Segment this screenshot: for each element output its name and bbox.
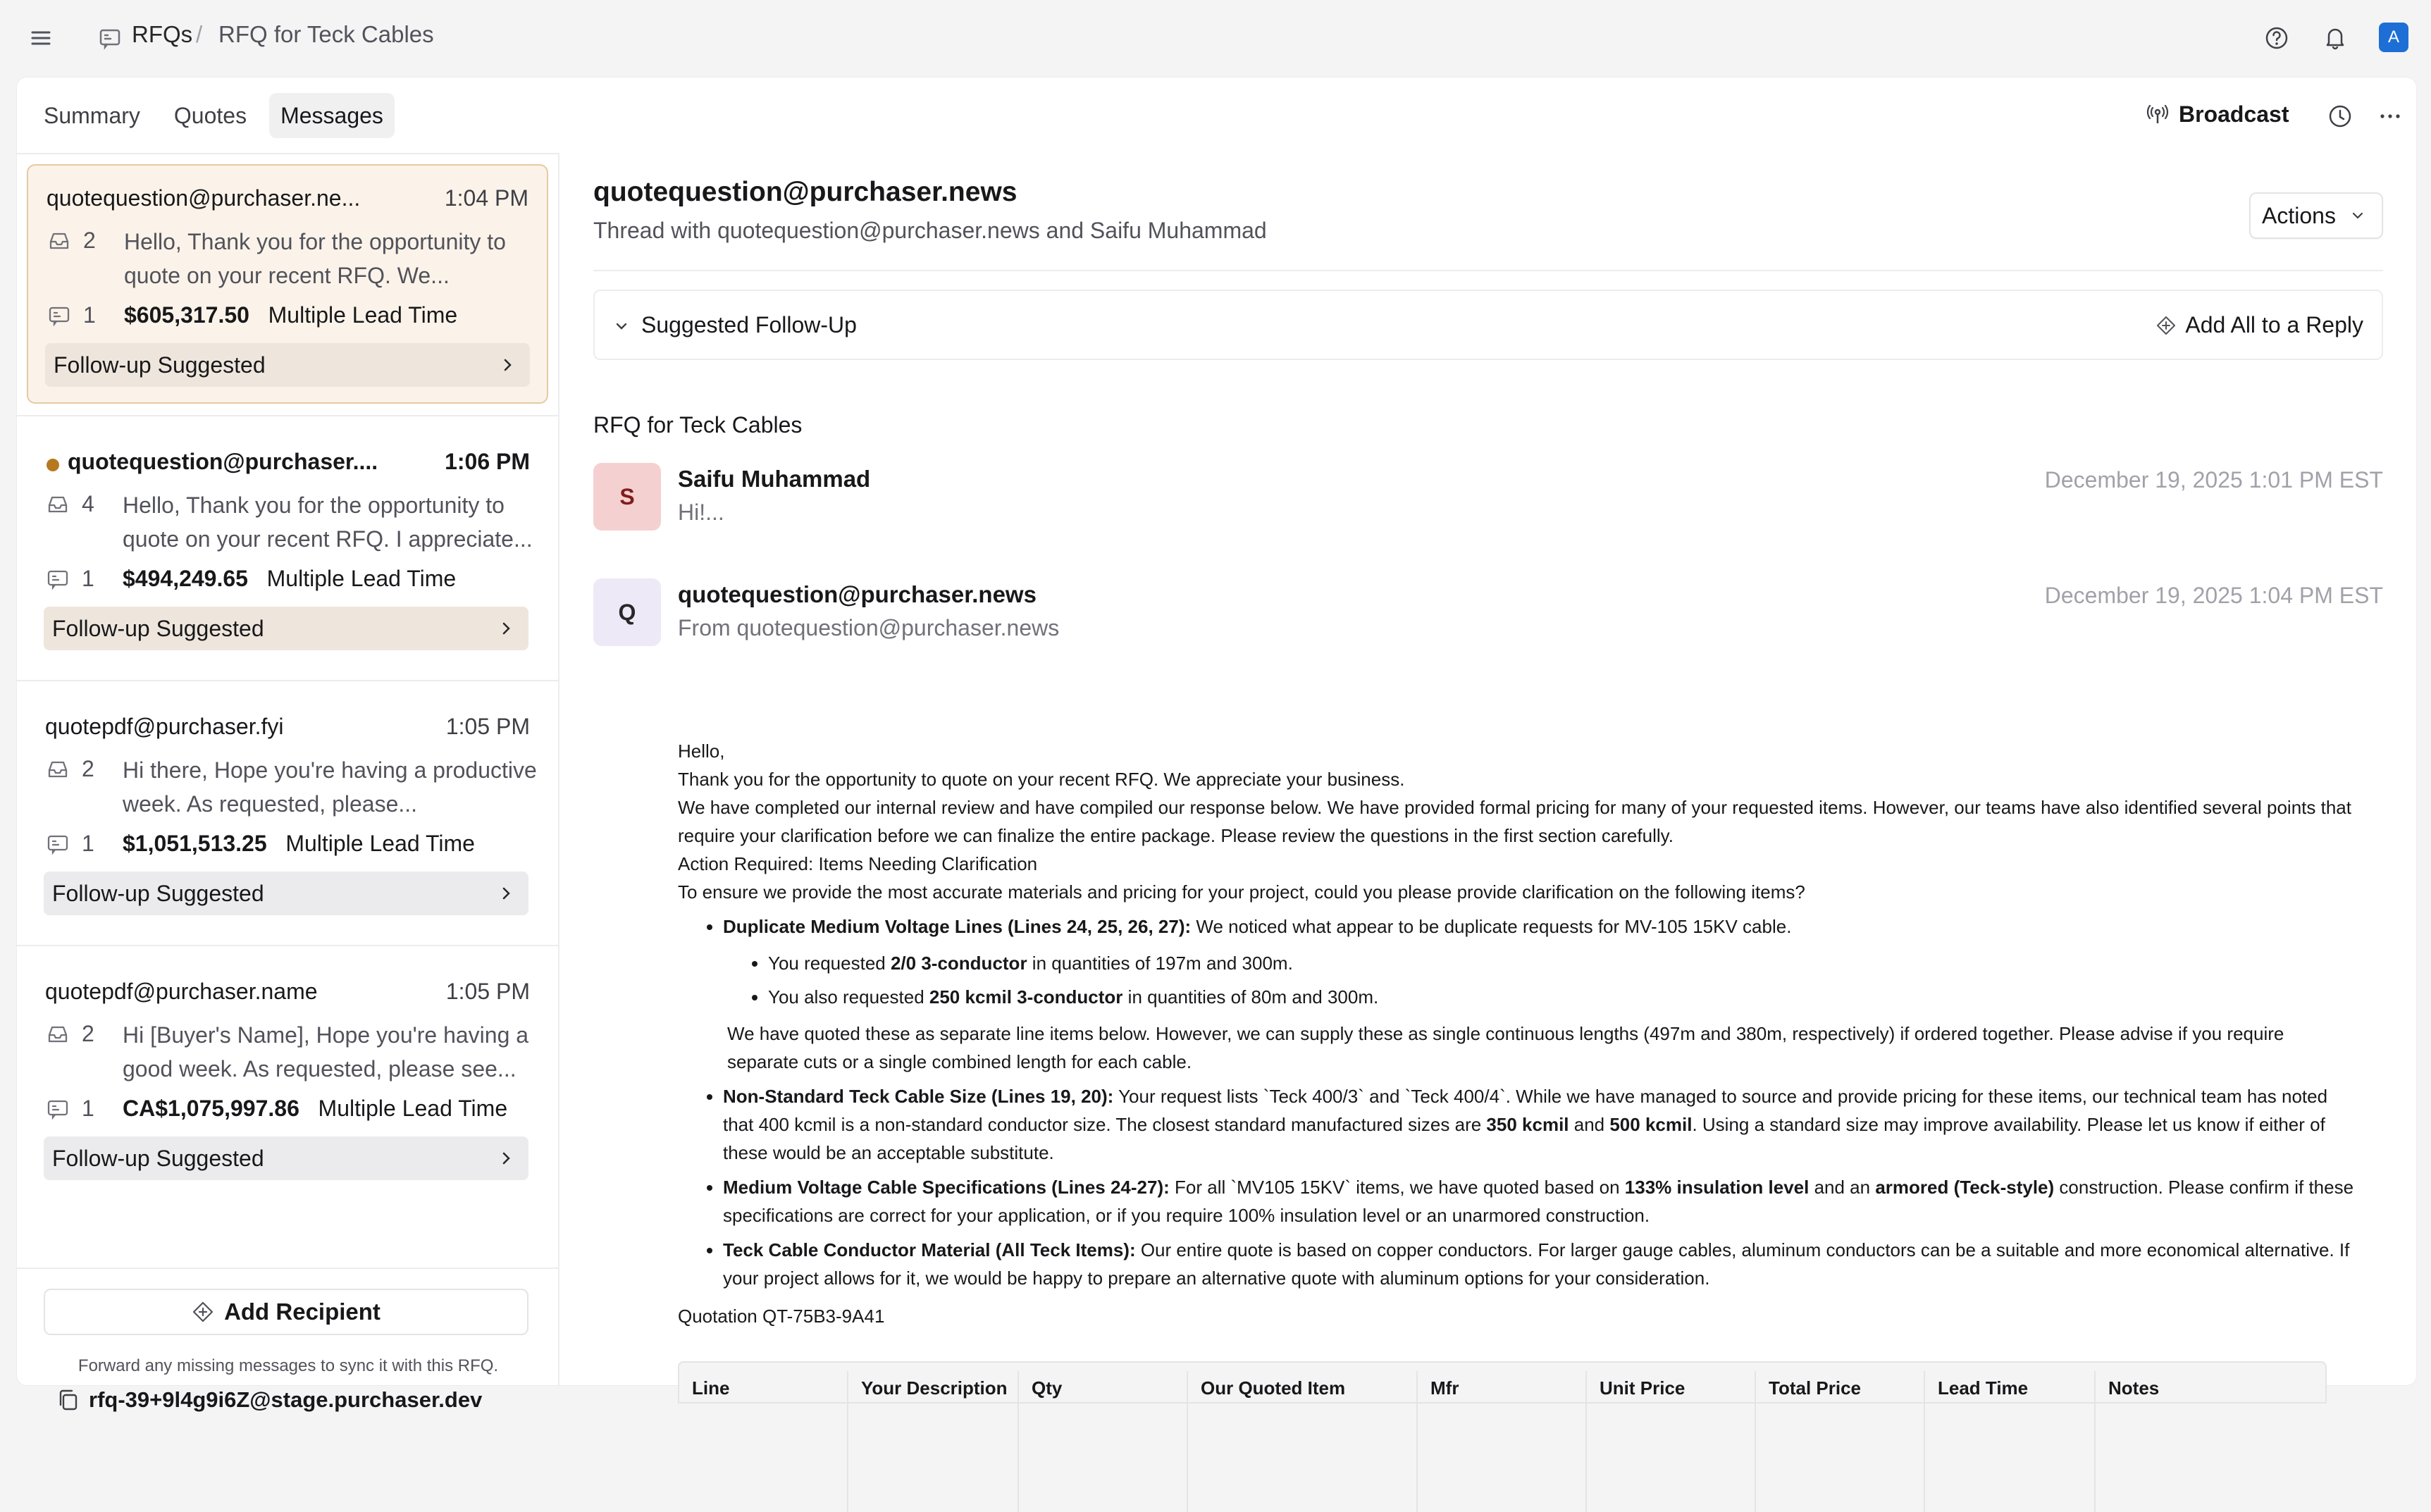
price-value: $494,249.65: [123, 566, 248, 591]
column-header: Our Quoted Item: [1187, 1371, 1416, 1512]
conversation-title: quotequestion@purchaser.news: [593, 177, 1017, 207]
unread-dot: [47, 459, 59, 471]
column-header: Unit Price: [1585, 1371, 1755, 1512]
help-icon[interactable]: [2263, 24, 2291, 52]
item-text: in quantities of 80m and 300m.: [1122, 986, 1379, 1008]
message-count: 2: [82, 1021, 94, 1046]
thread-preview: Hi there, Hope you're having a productive week. As requested, please...: [123, 757, 537, 817]
item-continuation: We have quoted these as separate line items below. However, we can supply these as single continuous lengths (497m and 380m, respectively) if ordered together. Please advise if you require separate cuts or a single combined length for each cable.: [727, 1023, 2284, 1072]
broadcast-icon: [2145, 102, 2170, 128]
message-count: 4: [82, 491, 94, 516]
message-from: From quotequestion@purchaser.news: [678, 615, 1060, 640]
chevron-right-icon: [499, 356, 516, 374]
sub-list: [723, 949, 2355, 1011]
divider: [593, 270, 2383, 271]
forward-note: Forward any missing messages to sync it with this RFQ.: [78, 1356, 499, 1375]
price-value: $1,051,513.25: [123, 831, 267, 856]
sender-name: Saifu Muhammad: [678, 466, 871, 492]
item-bold: 133% insulation level: [1624, 1177, 1810, 1198]
list-item: [723, 1082, 2355, 1167]
quote-count: 1: [82, 566, 94, 591]
body-paragraph: We have completed our internal review and have compiled our response below. We have provided formal pricing for many of your requested items. However, our teams have also identified several points that require your clarification before we can finalize the entire package. Please review the questions in the first section carefully.: [678, 797, 2351, 846]
add-recipient-button[interactable]: [44, 1289, 528, 1335]
column-header: Lead Time: [1924, 1371, 2094, 1512]
column-header: Your Description: [847, 1371, 1017, 1512]
chevron-right-icon: [497, 884, 514, 903]
quote-price: [123, 1096, 507, 1122]
top-bar: [0, 0, 2431, 76]
list-item: [723, 1173, 2355, 1229]
breadcrumb-separator: /: [196, 21, 203, 47]
thread-list: [17, 153, 559, 1412]
conversation-panel: [593, 153, 2397, 1399]
more-options-icon[interactable]: [2376, 104, 2404, 128]
thread-email: quotequestion@purchaser.ne...: [47, 185, 361, 211]
notifications-bell-icon[interactable]: [2321, 23, 2349, 51]
body-paragraph: Thank you for the opportunity to quote on your recent RFQ. We appreciate your business.: [678, 769, 1405, 790]
item-bold: 500 kcmil: [1609, 1114, 1693, 1135]
sender-avatar: Q: [593, 578, 661, 646]
divider: [17, 945, 559, 946]
item-text: You also requested: [768, 986, 929, 1008]
chevron-down-icon: [2350, 208, 2365, 223]
thread-preview: Hello, Thank you for the opportunity to quote on your recent RFQ. We...: [124, 229, 506, 288]
list-item: [768, 983, 2355, 1011]
item-text: You requested: [768, 953, 891, 974]
main-panel: [17, 78, 2416, 1412]
thread-item[interactable]: [27, 959, 548, 1198]
item-title: Teck Cable Conductor Material (All Teck Items):: [723, 1239, 1136, 1260]
item-bold: 250 kcmil 3-conductor: [929, 986, 1123, 1008]
quote-price: [124, 302, 457, 328]
thread-item[interactable]: [27, 429, 548, 669]
lead-time: Multiple Lead Time: [268, 302, 458, 328]
item-text: and: [1569, 1114, 1610, 1135]
add-all-label: Add All to a Reply: [2185, 312, 2363, 337]
column-header: Line: [692, 1377, 730, 1399]
divider: [17, 415, 559, 416]
price-value: $605,317.50: [124, 302, 249, 328]
message-count: 2: [82, 756, 94, 781]
column-header: Qty: [1017, 1371, 1187, 1512]
chevron-down-icon[interactable]: [613, 318, 630, 335]
thread-item[interactable]: [27, 694, 548, 934]
item-title: Duplicate Medium Voltage Lines (Lines 24, 25, 26, 27):: [723, 916, 1192, 937]
breadcrumb-rfqs[interactable]: RFQs: [132, 21, 193, 47]
copy-icon[interactable]: [56, 1388, 80, 1412]
add-all-to-reply-button[interactable]: [2155, 312, 2363, 338]
broadcast-label: Broadcast: [2179, 101, 2289, 127]
thread-preview: Hi [Buyer's Name], Hope you're having a good week. As requested, please see...: [123, 1022, 529, 1082]
lead-time: Multiple Lead Time: [285, 831, 475, 856]
follow-up-suggested-button[interactable]: [44, 1136, 528, 1180]
divider: [17, 1268, 559, 1269]
quote-icon: [47, 569, 69, 590]
breadcrumb-current: RFQ for Teck Cables: [218, 21, 434, 47]
lead-time: Multiple Lead Time: [318, 1096, 508, 1121]
item-title: Medium Voltage Cable Specifications (Lines 24-27):: [723, 1177, 1170, 1198]
inbox-icon: [47, 494, 69, 515]
actions-dropdown[interactable]: [2249, 192, 2383, 239]
quote-table-header: [678, 1361, 2327, 1403]
message-body: [678, 737, 2355, 1299]
inbox-icon: [47, 759, 69, 780]
item-bold: 350 kcmil: [1486, 1114, 1569, 1135]
column-header: Notes: [2094, 1371, 2325, 1512]
body-paragraph: To ensure we provide the most accurate materials and pricing for your project, could you please provide clarification on the following items?: [678, 881, 1805, 903]
list-item: [768, 949, 2355, 977]
rfq-icon: [97, 25, 123, 51]
item-text: . Using a standard size may improve availability. Please let us know if either of these would be an acceptable substitute.: [723, 1114, 2325, 1163]
divider: [17, 680, 559, 681]
inbox-icon: [47, 1024, 69, 1045]
forward-address[interactable]: [56, 1387, 482, 1413]
follow-up-suggested-button[interactable]: [44, 872, 528, 915]
quote-icon: [47, 834, 69, 855]
history-clock-icon[interactable]: [2327, 103, 2353, 130]
sender-avatar: S: [593, 463, 661, 531]
item-text: in quantities of 197m and 300m.: [1027, 953, 1293, 974]
quote-price: [123, 566, 456, 592]
follow-up-suggested-button[interactable]: [44, 607, 528, 650]
quote-count: 1: [82, 831, 94, 856]
suggested-follow-up-toggle[interactable]: Suggested Follow-Up: [641, 312, 857, 337]
follow-up-suggested-button[interactable]: [45, 343, 530, 387]
forward-address-text: rfq-39+9l4g9i6Z@stage.purchaser.dev: [89, 1387, 483, 1412]
message-date: December 19, 2025 1:04 PM EST: [2044, 583, 2383, 608]
thread-email: quotequestion@purchaser....: [68, 449, 378, 474]
thread-time: 1:05 PM: [445, 714, 530, 739]
follow-up-label: Follow-up Suggested: [52, 1146, 264, 1171]
body-greeting: Hello,: [678, 740, 725, 762]
item-text: We noticed what appear to be duplicate requests for MV-105 15KV cable.: [1191, 916, 1792, 937]
broadcast-button[interactable]: [2145, 101, 2289, 128]
thread-email: quotepdf@purchaser.fyi: [45, 714, 284, 739]
diamond-plus-icon: [2155, 315, 2177, 336]
follow-up-label: Follow-up Suggested: [54, 352, 266, 378]
thread-time: 1:06 PM: [445, 449, 530, 474]
tab-quotes[interactable]: Quotes: [173, 103, 247, 128]
actions-label: Actions: [2262, 202, 2336, 228]
conversation-subtitle: Thread with quotequestion@purchaser.news and Saifu Muhammad: [593, 218, 1267, 243]
item-bold: 2/0 3-conductor: [890, 953, 1027, 974]
chevron-right-icon: [497, 619, 514, 638]
column-header: Total Price: [1755, 1371, 1924, 1512]
follow-up-label: Follow-up Suggested: [52, 881, 264, 906]
thread-time: 1:04 PM: [444, 185, 528, 211]
item-text: Your request lists `Teck 400/3` and `Teck 400/4`. While we have managed to source and provide pricing for these items, our technical team has noted that 400 kcmil is a non-standard conductor size. The closest standard manufactured sizes are: [723, 1086, 2328, 1135]
thread-subject: RFQ for Teck Cables: [593, 412, 803, 438]
suggested-follow-up-panel: [593, 290, 2383, 360]
thread-item[interactable]: [27, 164, 548, 404]
quote-price: [123, 831, 475, 857]
quote-count: 1: [83, 302, 96, 328]
user-avatar[interactable]: A: [2379, 23, 2408, 52]
thread-email: quotepdf@purchaser.name: [45, 979, 318, 1004]
sender-name: quotequestion@purchaser.news: [678, 581, 1037, 607]
menu-icon[interactable]: [28, 25, 54, 51]
thread-time: 1:05 PM: [445, 979, 530, 1004]
tab-messages[interactable]: Messages: [269, 93, 395, 138]
add-recipient-label: Add Recipient: [224, 1299, 381, 1325]
column-header: Mfr: [1416, 1371, 1585, 1512]
chevron-right-icon: [497, 1149, 514, 1167]
quote-count: 1: [82, 1096, 94, 1121]
item-title: Non-Standard Teck Cable Size (Lines 19, 20):: [723, 1086, 1114, 1107]
price-value: CA$1,075,997.86: [123, 1096, 299, 1121]
quotation-label: Quotation QT-75B3-9A41: [678, 1306, 885, 1327]
tab-bar: [32, 93, 395, 138]
item-text: For all `MV105 15KV` items, we have quoted based on: [1169, 1177, 1625, 1198]
follow-up-label: Follow-up Suggested: [52, 616, 264, 641]
list-item: [723, 1236, 2355, 1292]
body-paragraph: Action Required: Items Needing Clarification: [678, 853, 1038, 874]
quote-icon: [48, 305, 70, 326]
thread-preview: Hello, Thank you for the opportunity to quote on your recent RFQ. I appreciate...: [123, 492, 533, 552]
tab-summary[interactable]: Summary: [44, 103, 140, 128]
lead-time: Multiple Lead Time: [266, 566, 457, 591]
quote-icon: [47, 1098, 69, 1120]
item-text: construction. Please confirm if these specifications are correct for your application, or if you require 100% insulation level or an unarmored construction.: [723, 1177, 2354, 1226]
item-text: Our entire quote is based on copper conductors. For larger gauge cables, aluminum conductors can be a suitable and more economical alternative. If your project allows for it, we would be happy to prepare an alternative quote with aluminum options for your consideration.: [723, 1239, 2350, 1289]
clarification-list: [678, 912, 2355, 1292]
message-date: December 19, 2025 1:01 PM EST: [2044, 467, 2383, 492]
diamond-plus-icon: [192, 1301, 214, 1323]
message-snippet[interactable]: Hi!...: [678, 500, 724, 525]
message-count: 2: [83, 228, 96, 253]
inbox-icon: [48, 230, 70, 252]
item-text: and an: [1809, 1177, 1876, 1198]
item-bold: armored (Teck-style): [1875, 1177, 2055, 1198]
list-item: [723, 912, 2355, 1076]
